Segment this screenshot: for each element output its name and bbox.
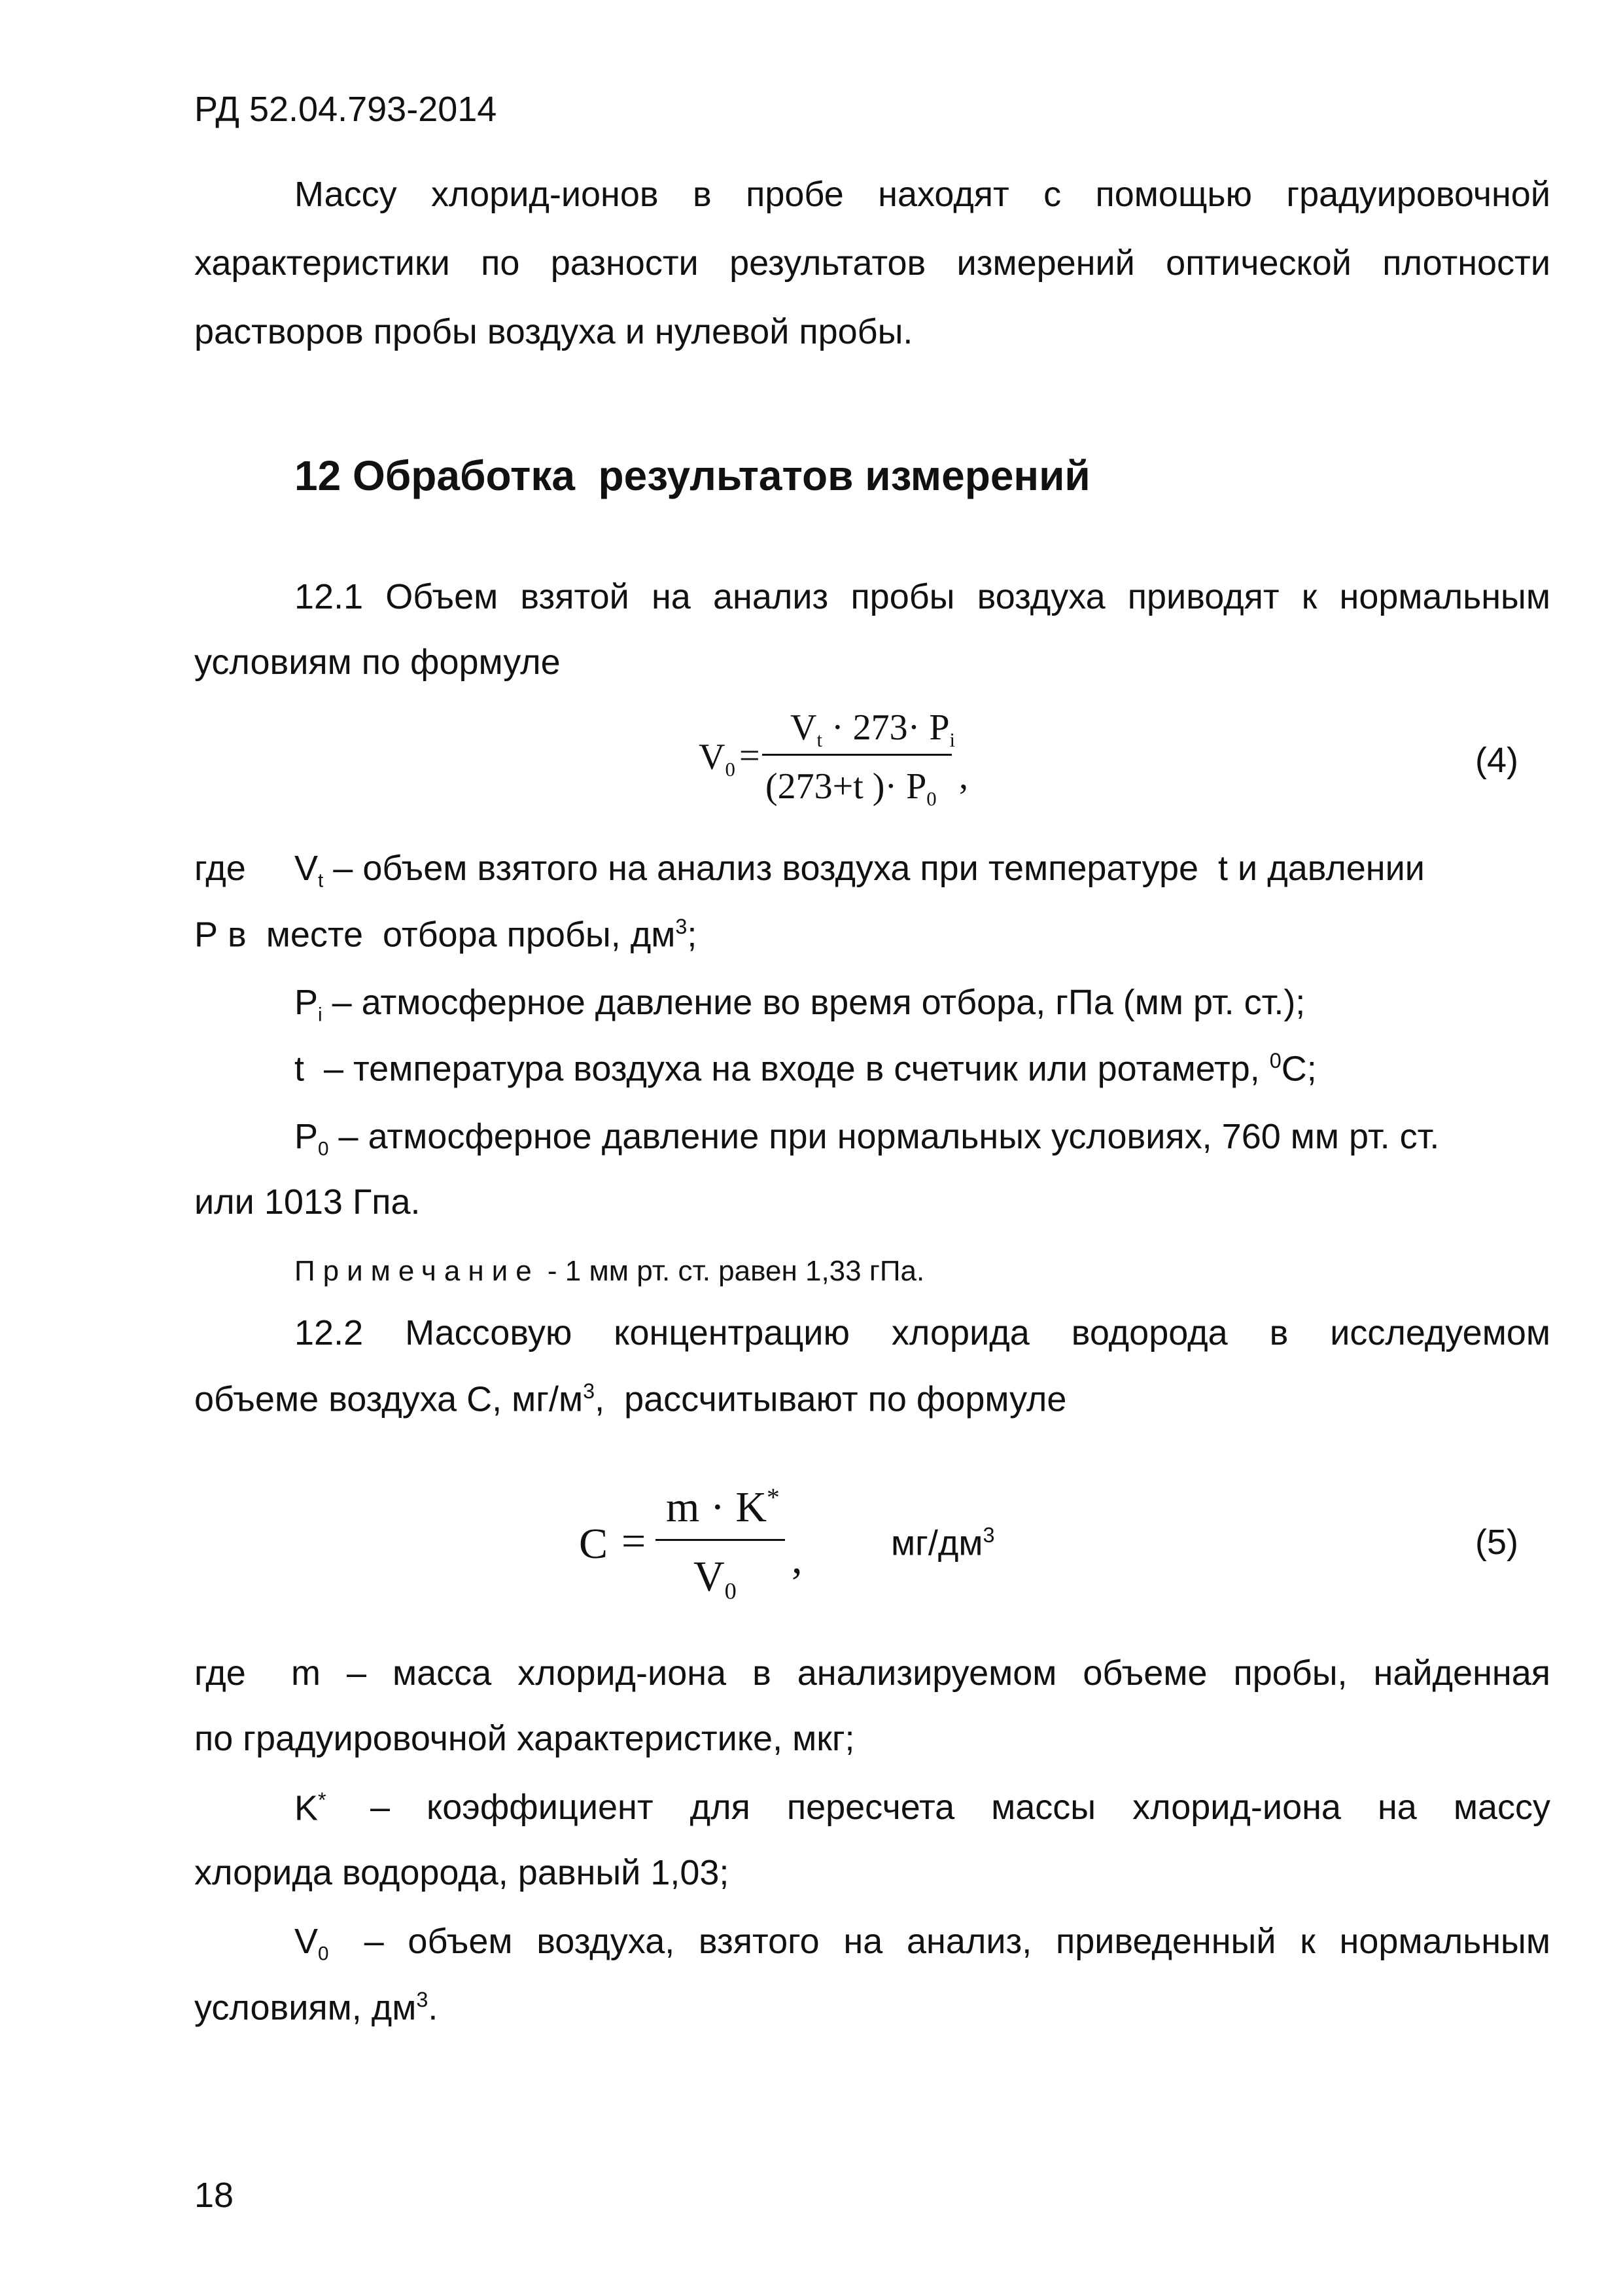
formula5-fraction-bar bbox=[655, 1539, 785, 1541]
where5-m-line: m – масса хлорид-иона в анализируемом объеме пробы, найденная bbox=[291, 1653, 1550, 1693]
where5-v0-symbol: $V_0$ bbox=[294, 1922, 329, 1965]
where4-pi-line: $P_i$ – атмосферное давление во время отбора, гПа (мм рт. ст.); bbox=[294, 983, 1306, 1026]
where4-gde: где bbox=[194, 849, 246, 888]
where4-p0-cont: или 1013 Гпа. bbox=[194, 1182, 421, 1222]
where5-v0-line: – объем воздуха, взятого на анализ, приведенный к нормальным bbox=[340, 1922, 1550, 1961]
formula5-equals: = bbox=[621, 1517, 646, 1565]
formula4-lhs: $V_0$ bbox=[699, 737, 735, 781]
formula4-fraction-bar bbox=[762, 754, 952, 756]
p121-line-2: условиям по формуле bbox=[194, 643, 561, 682]
where5-v0-cont: условиям, $дм^3$. bbox=[194, 1988, 438, 2028]
page-number: 18 bbox=[194, 2176, 234, 2215]
p121-line-1: 12.1 Объем взятой на анализ пробы воздуха приводят к нормальным bbox=[294, 577, 1550, 616]
note-label: Примечание bbox=[294, 1255, 540, 1287]
where5-gde: где bbox=[194, 1653, 246, 1693]
where4-t-line: t – температура воздуха на входе в счетчик или ротаметр, $^0$С; bbox=[294, 1049, 1317, 1089]
where5-k-line: – коэффициент для пересчета массы хлорид-иона на массу bbox=[334, 1788, 1550, 1827]
formula4-comma: , bbox=[959, 756, 968, 797]
formula5-numerator: m · K* bbox=[666, 1483, 780, 1531]
section-title: 12 Обработка результатов измерений bbox=[294, 452, 1091, 499]
note-text: - 1 мм рт. ст. равен 1,33 гПа. bbox=[539, 1255, 925, 1287]
formula4-equals: = bbox=[739, 735, 760, 776]
formula4-number: (4) bbox=[1475, 741, 1518, 780]
where5-k-symbol: K* bbox=[294, 1788, 326, 1828]
intro-line-1: Массу хлорид-ионов в пробе находят с помощью градуировочной bbox=[294, 175, 1550, 214]
note bbox=[294, 1255, 924, 1288]
p122-line-1: 12.2 Массовую концентрацию хлорида водорода в исследуемом bbox=[294, 1313, 1550, 1352]
formula5-comma: , bbox=[792, 1535, 803, 1583]
where4-vt-cont: Р в месте отбора пробы, $дм^3$; bbox=[194, 915, 697, 955]
formula4-denominator: (273+t )· $P_0$ bbox=[765, 766, 937, 810]
formula5-lhs: C bbox=[579, 1520, 608, 1568]
formula5-unit: $мг/дм^3$ bbox=[891, 1523, 995, 1563]
where4-vt-line: $V_t$ – объем взятого на анализ воздуха при температуре t и давлении bbox=[294, 849, 1425, 892]
formula4-numerator: $V_t \cdot 273\cdot P_i$ bbox=[790, 707, 956, 751]
formula5-denominator: $V_0$ bbox=[693, 1553, 737, 1604]
document-number: РД 52.04.793-2014 bbox=[194, 90, 497, 129]
where5-k-cont: хлорида водорода, равный 1,03; bbox=[194, 1853, 729, 1892]
where5-m-cont: по градуировочной характеристике, мкг; bbox=[194, 1719, 855, 1758]
p122-line-2: объеме воздуха С, $мг/м^3$, рассчитывают по формуле bbox=[194, 1379, 1067, 1419]
where4-p0-line: $P_0$ – атмосферное давление при нормальных условиях, 760 мм рт. ст. bbox=[294, 1117, 1440, 1160]
intro-line-2: характеристики по разности результатов измерений оптической плотности bbox=[194, 243, 1550, 283]
formula5-number: (5) bbox=[1475, 1523, 1518, 1562]
intro-line-3: растворов пробы воздуха и нулевой пробы. bbox=[194, 312, 913, 351]
